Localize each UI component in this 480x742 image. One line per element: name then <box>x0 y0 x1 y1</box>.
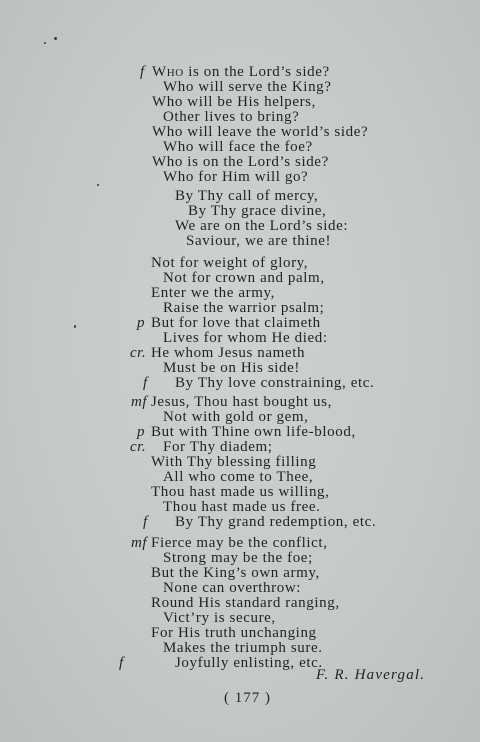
verse-line: Not for weight of glory, <box>151 255 309 271</box>
verse-line: Thou hast made us free. <box>163 499 321 515</box>
verse-line: Who will leave the world’s side? <box>152 124 369 140</box>
verse-line: Joyfully enlisting, etc. <box>175 655 323 671</box>
verse-line: Who is on the Lord’s side? <box>152 154 329 170</box>
dynamic-marking: f <box>140 64 145 80</box>
verse-line: For His truth unchanging <box>151 625 317 641</box>
verse-line: Must be on His side! <box>163 360 300 376</box>
verse-line-text: is on the Lord’s side? <box>183 64 330 80</box>
verse-line: By Thy call of mercy, <box>175 188 319 204</box>
dynamic-marking: f <box>143 375 148 391</box>
dynamic-marking: f <box>143 514 148 530</box>
verse-line: We are on the Lord’s side: <box>175 218 349 234</box>
paper-speck <box>97 184 99 186</box>
dynamic-marking: mf <box>131 535 147 551</box>
verse-line: By Thy love constraining, etc. <box>175 375 375 391</box>
verse-line: But with Thine own life-blood, <box>151 424 356 440</box>
verse-line: Makes the triumph sure. <box>163 640 323 656</box>
verse-line: Who will serve the King? <box>163 79 332 95</box>
author-signature: F. R. Havergal. <box>316 667 426 683</box>
verse-line: Enter we the army, <box>151 285 275 301</box>
verse-line <box>152 64 330 80</box>
paper-speck <box>54 37 57 40</box>
verse-line: Who will be His helpers, <box>152 94 316 110</box>
verse-line: By Thy grace divine, <box>188 203 327 219</box>
dynamic-marking: f <box>119 655 124 671</box>
verse-line: Other lives to bring? <box>163 109 300 125</box>
verse-line: None can overthrow: <box>163 580 302 596</box>
dynamic-marking: cr. <box>130 345 147 361</box>
verse-line: Vict’ry is secure, <box>163 610 276 626</box>
dynamic-marking: p <box>137 424 145 440</box>
verse-line: Not for crown and palm, <box>163 270 325 286</box>
verse-line: Lives for whom He died: <box>163 330 328 346</box>
verse-line: Strong may be the foe; <box>163 550 313 566</box>
verse-line: Fierce may be the conflict, <box>151 535 328 551</box>
verse-line: Jesus, Thou hast bought us, <box>151 394 332 410</box>
page-number: ( 177 ) <box>224 690 271 706</box>
verse-line: By Thy grand redemption, etc. <box>175 514 377 530</box>
verse-line: Round His standard ranging, <box>151 595 340 611</box>
verse-line: Who will face the foe? <box>163 139 313 155</box>
verse-line: Raise the warrior psalm; <box>163 300 325 316</box>
verse-line: Not with gold or gem, <box>163 409 309 425</box>
dynamic-marking: mf <box>131 394 147 410</box>
dynamic-marking: cr. <box>130 439 147 455</box>
verse-first-word: Who <box>152 64 184 80</box>
paper-speck <box>44 42 46 44</box>
verse-line: With Thy blessing filling <box>151 454 317 470</box>
verse-line: He whom Jesus nameth <box>151 345 306 361</box>
verse-line: All who come to Thee, <box>163 469 314 485</box>
verse-line: But the King’s own army, <box>151 565 320 581</box>
verse-line: But for love that claimeth <box>151 315 321 331</box>
paper-speck <box>74 325 76 328</box>
verse-line: For Thy diadem; <box>163 439 273 455</box>
dynamic-marking: p <box>137 315 145 331</box>
verse-line: Thou hast made us willing, <box>151 484 330 500</box>
verse-line: Saviour, we are thine! <box>186 233 332 249</box>
verse-line: Who for Him will go? <box>163 169 309 185</box>
